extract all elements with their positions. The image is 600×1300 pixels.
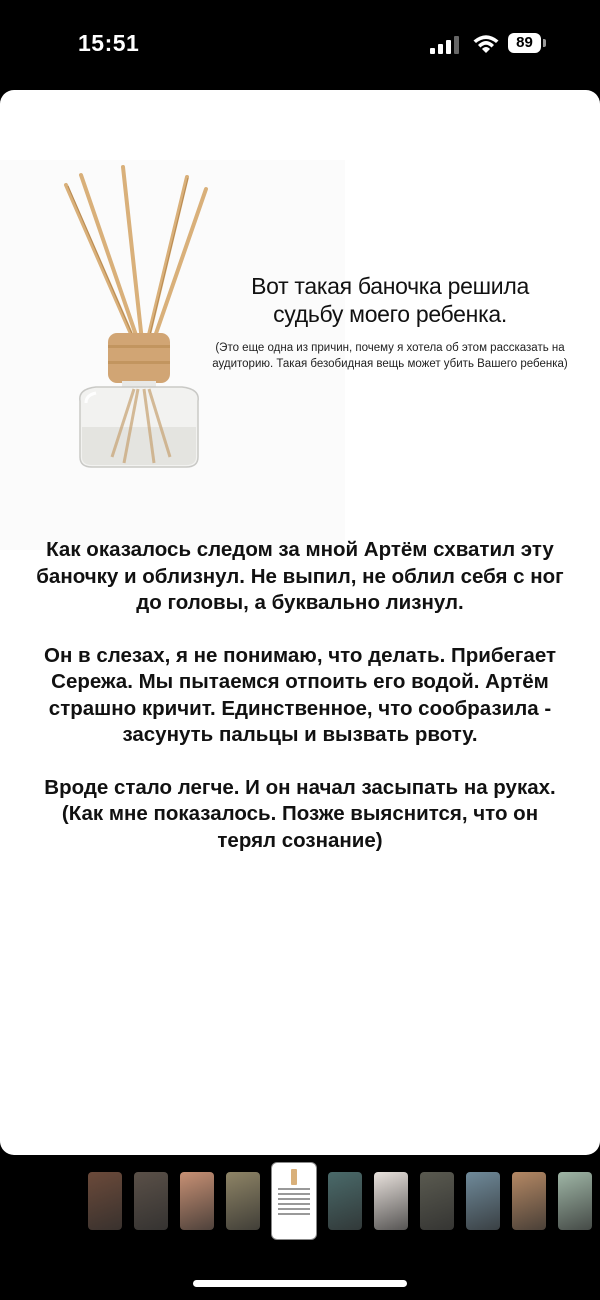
- story-thumbnail[interactable]: [88, 1172, 122, 1230]
- story-thumbnail[interactable]: [466, 1172, 500, 1230]
- story-thumbnail[interactable]: [134, 1172, 168, 1230]
- status-bar: [0, 0, 600, 90]
- battery-level: 89: [508, 33, 541, 53]
- story-thumbnail[interactable]: [374, 1172, 408, 1230]
- paragraph-2: Он в слезах, я не понимаю, что делать. Прибегает Сережа. Мы пытаемся отпоить его водой. Артём страшно кричит. Единственное, что сообразила - засунуть пальцы и вызвать рвоту.: [44, 643, 556, 746]
- wifi-icon: [472, 33, 500, 55]
- battery-icon: [508, 33, 548, 55]
- product-caption: [200, 272, 580, 372]
- story-thumbnail[interactable]: [328, 1172, 362, 1230]
- paragraph-3: Вроде стало легче. И он начал засыпать на руках. (Как мне показалось. Позже выяснится, что он терял сознание): [44, 775, 556, 852]
- reed-diffuser-image: [50, 165, 220, 475]
- paragraph-1: Как оказалось следом за мной Артём схватил эту баночку и облизнул. Не выпил, не облил себя с ног до головы, а буквально лизнул.: [36, 538, 564, 614]
- headline-line-1: Вот такая баночка решила: [251, 273, 529, 299]
- story-thumbnail[interactable]: [558, 1172, 592, 1230]
- story-thumbnail-current[interactable]: [272, 1163, 316, 1239]
- story-card[interactable]: [0, 90, 600, 1155]
- story-thumbnail[interactable]: [420, 1172, 454, 1230]
- story-thumbnail-strip: [0, 1160, 600, 1245]
- cellular-signal-icon: [430, 36, 462, 54]
- story-thumbnail[interactable]: [512, 1172, 546, 1230]
- story-thumbnail[interactable]: [226, 1172, 260, 1230]
- subnote: (Это еще одна из причин, почему я хотела об этом рассказать на аудиторию. Такая безобидная вещь может убить Вашего ребенка): [212, 342, 568, 370]
- status-time: 15:51: [78, 30, 140, 56]
- headline: [200, 272, 580, 328]
- story-body: [30, 537, 570, 880]
- headline-line-2: судьбу моего ребенка.: [273, 301, 507, 327]
- story-thumbnail[interactable]: [180, 1172, 214, 1230]
- home-indicator[interactable]: [193, 1280, 407, 1287]
